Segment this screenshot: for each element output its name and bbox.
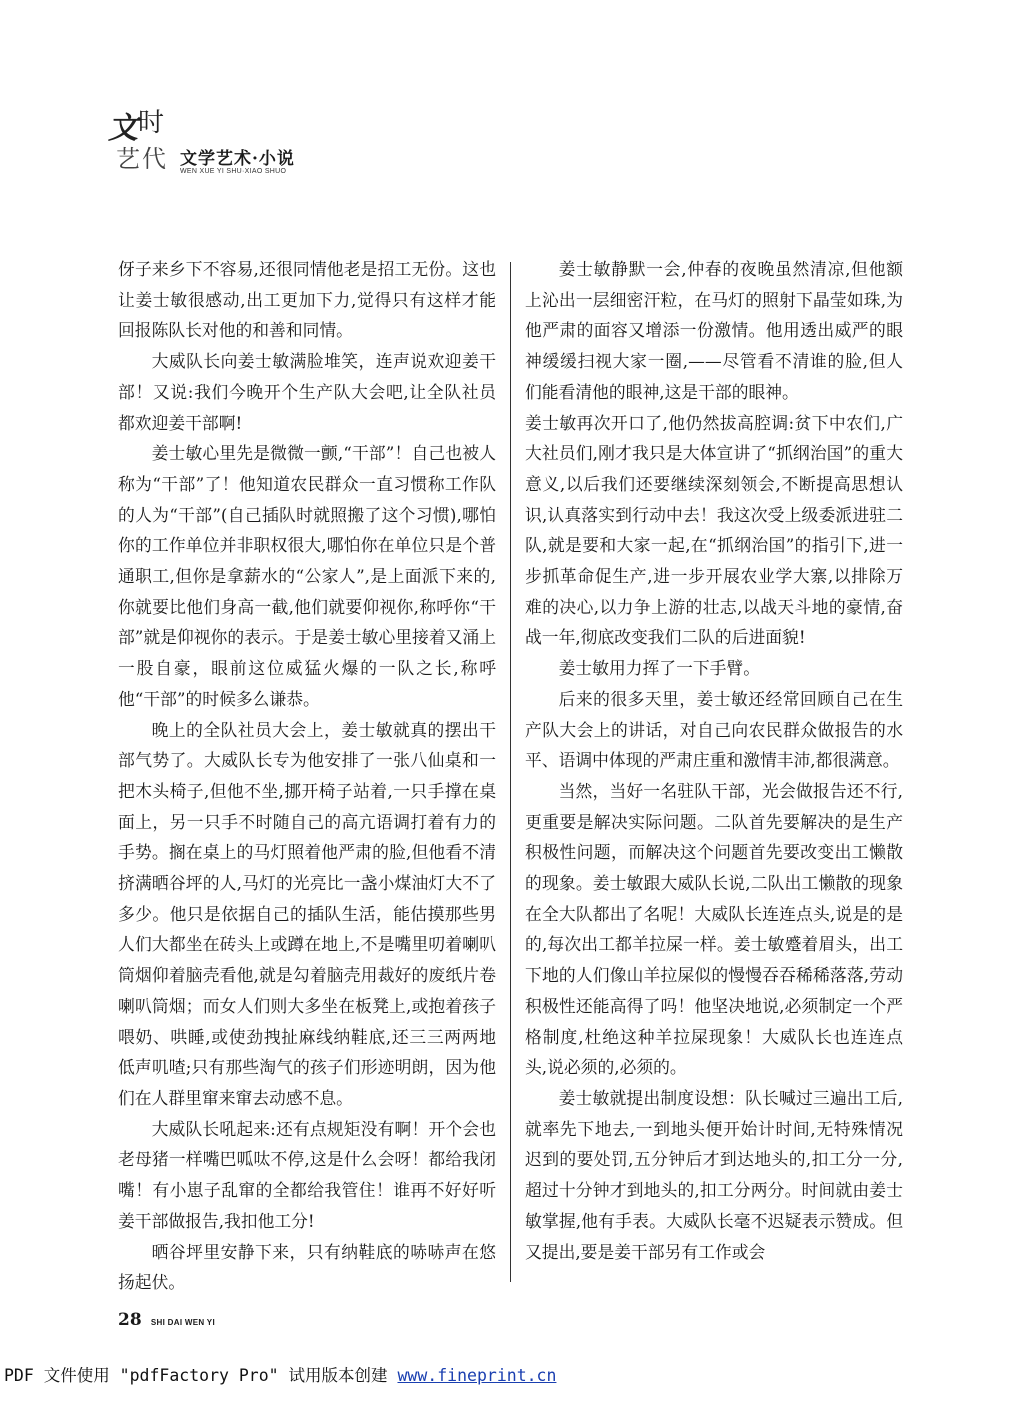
pdf-note-text: PDF 文件使用 "pdfFactory Pro" 试用版本创建 [4,1366,398,1385]
paragraph: 姜士敏心里先是微微一颤,“干部”！自己也被人称为“干部”了！他知道农民群众一直习惯称工作队的人为“干部”(自己插队时就照搬了这个习惯),哪怕你的工作单位并非职权很大,哪怕你在单位只是个普通职工,但你是拿薪水的“公家人”,是上面派下来的,你就要比他们身高一截,他们就要仰视你,称呼你“干部”就是仰视你的表示。于是姜士敏心里接着又涌上一股自豪，眼前这位威猛火爆的一队之长,称呼他“干部”的时候多么谦恭。 [118,443,496,709]
logo-char: 代 [142,145,164,173]
paragraph: 大威队长吼起来:还有点规矩没有啊！开个会也老母猪一样嘴巴呱呔不停,这是什么会呀！都给我闭嘴！有小崽子乱窜的全都给我管住！谁再不好好听姜干部做报告,我扣他工分! [118,1118,496,1231]
left-text-column [118,254,496,1298]
page-number: 28 [118,1310,142,1330]
paragraph: 伢子来乡下不容易,还很同情他老是招工无份。这也让姜士敏很感动,出工更加下力,觉得只有这样才能回报陈队长对他的和善和同情。 [118,259,496,341]
paragraph: 姜士敏用力挥了一下手臂。 [558,658,760,679]
paragraph: 姜士敏就提出制度设想：队长喊过三遍出工后,就率先下地去,一到地头便开始计时间,无特殊情况迟到的要处罚,五分钟后才到达地头的,扣工分一分,超过十分钟才到地头的,扣工分两分。时间就由姜士敏掌握,他有手表。大威队长毫不迟疑表示赞成。但又提出,要是姜干部另有工作或会 [525,1087,903,1262]
fineprint-link[interactable]: www.fineprint.cn [397,1366,557,1385]
pdf-watermark-note [4,1362,556,1386]
page-footer [118,1310,215,1330]
logo-char: 艺 [116,145,138,173]
column-subtitle: WEN XUE YI SHU·XIAO SHUO [180,168,287,175]
journal-name: SHI DAI WEN YI [150,1318,215,1327]
column-divider [510,262,511,1282]
logo-char: 时 [138,108,163,138]
paragraph: 当然，当好一名驻队干部，光会做报告还不行,更重要是解决实际问题。二队首先要解决的是生产积极性问题，而解决这个问题首先要改变出工懒散的现象。姜士敏跟大威队长说,二队出工懒散的现象在全大队都出了名呢！大威队长连连点头,说是的是的,每次出工都羊拉屎一样。姜士敏蹙着眉头，出工下地的人们像山羊拉屎似的慢慢吞吞稀稀落落,劳动积极性还能高得了吗！他坚决地说,必须制定一个严格制度,杜绝这种羊拉屎现象！大威队长也连连点头,说必须的,必须的。 [525,780,903,1078]
paragraph: 晚上的全队社员大会上，姜士敏就真的摆出干部气势了。大威队长专为他安排了一张八仙桌和一把木头椅子,但他不坐,挪开椅子站着,一只手撑在桌面上，另一只手不时随自己的高亢语调打着有力的手势。搁在桌上的马灯照着他严肃的脸,但他看不清挤满晒谷坪的人,马灯的光亮比一盏小煤油灯大不了多少。他只是依据自己的插队生活，能估摸那些男人们大都坐在砖头上或蹲在地上,不是嘴里叨着喇叭筒烟仰着脑壳看他,就是勾着脑壳用裁好的废纸片卷喇叭筒烟；而女人们则大多坐在板凳上,或抱着孩子喂奶、哄睡,或使劲拽扯麻线纳鞋底,还三三两两地低声叽喳;只有那些淘气的孩子们形迹明朗，因为他们在人群里窜来窜去动感不息。 [118,719,496,1108]
paragraph: 姜士敏再次开口了,他仍然拔高腔调:贫下中农们,广大社员们,刚才我只是大体宣讲了“抓纲治国”的重大意义,以后我们还要继续深刻领会,不断提高思想认识,认真落实到行动中去！我这次受上级委派进驻二队,就是要和大家一起,在“抓纲治国”的指引下,进一步抓革命促生产,进一步开展农业学大寨,以排除万难的决心,以力争上游的壮志,以战天斗地的豪情,奋战一年,彻底改变我们二队的后进面貌! [525,412,903,648]
logo-char: 文 [108,111,136,146]
paragraph: 大威队长向姜士敏满脸堆笑，连声说欢迎姜干部！又说:我们今晚开个生产队大会吧,让全队社员都欢迎姜干部啊! [118,351,496,433]
paragraph: 后来的很多天里，姜士敏还经常回顾自己在生产队大会上的讲话，对自己向农民群众做报告的水平、语调中体现的严肃庄重和激情丰沛,都很满意。 [525,688,903,771]
right-text-column [525,254,903,1267]
journal-header [108,108,348,182]
paragraph: 晒谷坪里安静下来，只有纳鞋底的哧哧声在悠扬起伏。 [118,1241,496,1293]
column-title: 文学艺术·小说 [180,149,295,169]
paragraph: 姜士敏静默一会,仲春的夜晚虽然清凉,但他额上沁出一层细密汗粒，在马灯的照射下晶莹如珠,为他严肃的面容又增添一份激情。他用透出威严的眼神缓缓扫视大家一圈,——尽管看不清谁的脸,但人们能看清他的眼神,这是干部的眼神。 [525,259,903,402]
